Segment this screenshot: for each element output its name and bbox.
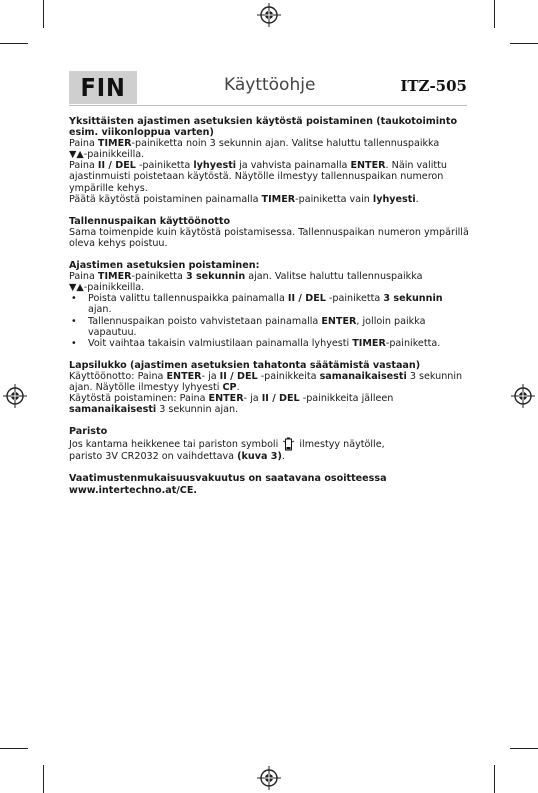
paragraph: Paina TIMER-painiketta noin 3 sekunnin ajan. Valitse haluttu tallennuspaikka	[69, 138, 440, 150]
paragraph: Jos kantama heikkenee tai pariston symboli ilmestyy näytölle,	[69, 439, 385, 451]
paragraph: Käyttöönotto: Paina ENTER- ja II / DEL -painikkeita samanaikaisesti 3 sekunnin ajan. Näytölle ilmestyy lyhyesti CP.	[69, 370, 463, 393]
document-body	[69, 116, 469, 496]
crop-mark	[43, 0, 44, 28]
conformity-text: Vaatimustenmukaisuusvakuutus on saatavana osoitteessa	[69, 473, 387, 485]
language-code: FIN	[80, 73, 126, 102]
paragraph: ▼▲-painikkeilla.	[69, 282, 145, 294]
list-item: • Tallennuspaikan poisto vahvistetaan painamalla ENTER, jolloin paikka vapautuu.	[71, 315, 426, 338]
battery-low-icon	[283, 437, 294, 451]
model-number: ITZ-505	[400, 77, 467, 95]
section-enable-slot	[69, 216, 469, 249]
crop-mark	[510, 43, 538, 44]
paragraph: paristo 3V CR2032 on vaihdettava (kuva 3).	[69, 451, 285, 463]
section-delete-timer	[69, 260, 469, 349]
page-header	[69, 71, 467, 106]
paragraph: Sama toimenpide kuin käytöstä poistamisessa. Tallennuspaikan numeron ympärillä oleva kehys poistuu.	[69, 226, 469, 249]
section-child-lock	[69, 360, 469, 415]
list-item: • Poista valittu tallennuspaikka painamalla II / DEL -painiketta 3 sekunnin ajan.	[71, 293, 443, 316]
paragraph: Paina II / DEL -painiketta lyhyesti ja vahvista painamalla ENTER. Näin valittu ajastinmuisti poistetaan käytöstä. Näytölle ilmestyy tallennuspaikan numeron ympärille kehys.	[69, 160, 447, 194]
registration-mark-icon	[257, 3, 281, 27]
section-conformity	[69, 473, 469, 495]
section-heading: Tallennuspaikan käyttöönotto	[69, 215, 231, 227]
registration-mark-icon	[511, 384, 535, 408]
bullet-list	[69, 293, 469, 348]
page-title: Käyttöohje	[224, 75, 316, 95]
conformity-url[interactable]: www.intertechno.at/CE.	[69, 484, 198, 496]
crop-mark	[510, 748, 538, 749]
crop-mark	[43, 765, 44, 793]
registration-mark-icon	[257, 766, 281, 790]
list-item: • Voit vaihtaa takaisin valmiustilaan painamalla lyhyesti TIMER-painiketta.	[71, 337, 441, 349]
section-heading: Paristo	[69, 426, 108, 438]
section-heading: Lapsilukko (ajastimen asetuksien tahatonta säätämistä vastaan)	[69, 359, 421, 371]
language-badge	[69, 71, 137, 104]
section-battery	[69, 426, 469, 462]
paragraph: Päätä käytöstä poistaminen painamalla TIMER-painiketta vain lyhyesti.	[69, 193, 419, 205]
section-pause-function	[69, 116, 469, 205]
crop-mark	[494, 0, 495, 28]
registration-mark-icon	[3, 384, 27, 408]
crop-mark	[0, 43, 28, 44]
paragraph: Paina TIMER-painiketta 3 sekunnin ajan. Valitse haluttu tallennuspaikka	[69, 271, 423, 283]
crop-mark	[494, 765, 495, 793]
section-heading: Ajastimen asetuksien poistaminen:	[69, 260, 260, 272]
section-heading: Yksittäisten ajastimen asetuksien käytöstä poistaminen (taukotoiminto esim. viikonloppua varten)	[69, 116, 458, 139]
paragraph: Käytöstä poistaminen: Paina ENTER- ja II / DEL -painikkeita jälleen samanaikaisesti 3 sekunnin ajan.	[69, 393, 394, 416]
paragraph: ▼▲-painikkeilla.	[69, 149, 145, 161]
crop-mark	[0, 748, 28, 749]
